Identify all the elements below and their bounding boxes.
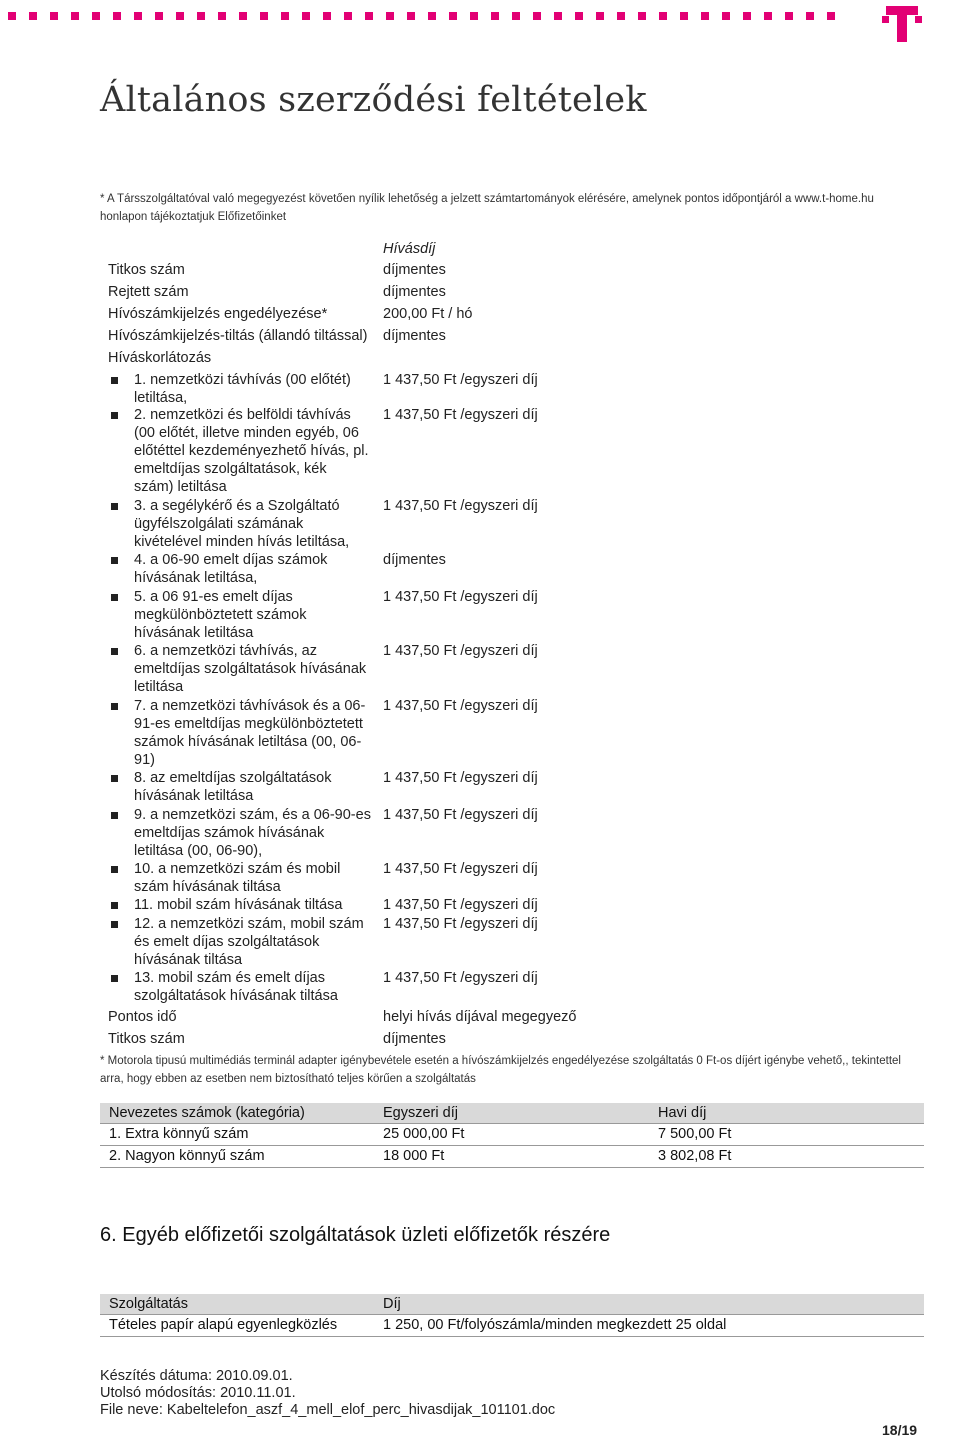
header-dot: [8, 12, 16, 20]
header-dot: [806, 12, 814, 20]
footnote-2-line-2: arra, hogy ebben az esetben nem biztosítható teljes körűen a szolgáltatás: [100, 1073, 476, 1085]
header-dot: [575, 12, 583, 20]
table1-row-value: díjmentes: [383, 1031, 446, 1047]
restriction-item-text: szám hívásának tiltása: [134, 879, 281, 895]
restriction-item-text: 10. a nemzetközi szám és mobil: [134, 861, 341, 877]
table2-cell: 25 000,00 Ft: [383, 1126, 465, 1142]
restriction-item-text: 2. nemzetközi és belföldi távhívás: [134, 407, 351, 423]
table1-header-hivasdij: Hívásdíj: [383, 241, 436, 257]
restriction-item-fee: 1 437,50 Ft /egyszeri díj: [383, 807, 538, 823]
header-dot: [428, 12, 436, 20]
restriction-item-fee: 1 437,50 Ft /egyszeri díj: [383, 770, 538, 786]
table3-header-row: [100, 1294, 924, 1314]
header-dot: [785, 12, 793, 20]
header-dot: [260, 12, 268, 20]
header-dot: [554, 12, 562, 20]
restriction-item-text: megkülönböztetett számok: [134, 607, 307, 623]
bullet-icon: [111, 503, 118, 510]
bullet-icon: [111, 866, 118, 873]
header-dot: [29, 12, 37, 20]
table1-row-value: díjmentes: [383, 284, 446, 300]
restriction-item-fee: 1 437,50 Ft /egyszeri díj: [383, 861, 538, 877]
footnote-2: [100, 1052, 920, 1088]
header-dot: [323, 12, 331, 20]
restriction-item-text: emeltdíjas szolgáltatások, kék: [134, 461, 327, 477]
table2-cell: 3 802,08 Ft: [658, 1148, 732, 1164]
header-dot: [680, 12, 688, 20]
header-dot: [743, 12, 751, 20]
restriction-item-text: ügyfélszolgálati számának: [134, 516, 304, 532]
header-dot: [470, 12, 478, 20]
restriction-item-fee: 1 437,50 Ft /egyszeri díj: [383, 897, 538, 913]
restriction-item-fee: 1 437,50 Ft /egyszeri díj: [383, 589, 538, 605]
table2-divider: [100, 1167, 924, 1168]
table1-row-value: díjmentes: [383, 262, 446, 278]
table3-header-fee: Díj: [383, 1296, 401, 1312]
header-dot: [239, 12, 247, 20]
header-dot: [638, 12, 646, 20]
restriction-item-text: 1. nemzetközi távhívás (00 előtét): [134, 372, 351, 388]
header-dot: [596, 12, 604, 20]
table2-cell: 18 000 Ft: [383, 1148, 445, 1164]
table1-row-label: Titkos szám: [108, 1031, 185, 1047]
bullet-icon: [111, 812, 118, 819]
restriction-item-text: (00 előtét, illetve minden egyéb, 06: [134, 425, 359, 441]
table3-cell: Tételes papír alapú egyenlegközlés: [109, 1317, 338, 1333]
table2-cell: 2. Nagyon könnyű szám: [109, 1148, 265, 1164]
header-dot: [71, 12, 79, 20]
header-dot: [722, 12, 730, 20]
restriction-item-fee: díjmentes: [383, 552, 446, 568]
header-dot: [617, 12, 625, 20]
restriction-item-fee: 1 437,50 Ft /egyszeri díj: [383, 643, 538, 659]
table1-row-label: Rejtett szám: [108, 284, 189, 300]
restriction-item-text: 7. a nemzetközi távhívások és a 06-: [134, 698, 366, 714]
header-dot: [197, 12, 205, 20]
restriction-item-text: szolgáltatások hívásának tiltása: [134, 988, 338, 1004]
section-6-title: 6. Egyéb előfizetői szolgáltatások üzleti előfizetők részére: [100, 1224, 611, 1246]
table3-header-service: Szolgáltatás: [109, 1296, 188, 1312]
header-dot: [512, 12, 520, 20]
header-dot: [407, 12, 415, 20]
table1-row-value: díjmentes: [383, 328, 446, 344]
bullet-icon: [111, 775, 118, 782]
restriction-item-text: 9. a nemzetközi szám, és a 06-90-es: [134, 807, 371, 823]
restriction-item-text: és emelt díjas szolgáltatások: [134, 934, 320, 950]
footnote-1-line-1: * A Társszolgáltatóval való megegyezést követően nyílik lehetőség a jelzett számtartományok elérésére, amelynek pontos időpontjáról a www.t-home.hu: [100, 193, 874, 205]
restriction-item-fee: 1 437,50 Ft /egyszeri díj: [383, 372, 538, 388]
header-dot: [659, 12, 667, 20]
restriction-item-text: 3. a segélykérő és a Szolgáltató: [134, 498, 340, 514]
header-dot: [491, 12, 499, 20]
bullet-icon: [111, 703, 118, 710]
restriction-item-text: szám) letiltása: [134, 479, 227, 495]
restriction-item-text: letiltása,: [134, 390, 188, 406]
bullet-icon: [111, 412, 118, 419]
restriction-item-text: hívásának letiltása: [134, 625, 254, 641]
table3-divider: [100, 1336, 924, 1337]
footer-filename: File neve: Kabeltelefon_aszf_4_mell_elof_perc_hivasdijak_101101.doc: [100, 1402, 556, 1418]
table2-header-one-time-fee: Egyszeri díj: [383, 1105, 458, 1121]
restriction-item-text: előtéttel kezdeményezhető hívás, pl.: [134, 443, 369, 459]
table1-row-value: 200,00 Ft / hó: [383, 306, 473, 322]
footnote-1-line-2: honlapon tájékoztatjuk Előfizetőinket: [100, 211, 287, 223]
header-dot: [92, 12, 100, 20]
restriction-item-text: számok hívásának letiltása (00, 06-: [134, 734, 362, 750]
restriction-item-text: 4. a 06-90 emelt díjas számok: [134, 552, 328, 568]
restriction-item-text: 13. mobil szám és emelt díjas: [134, 970, 325, 986]
header-dot: [764, 12, 772, 20]
table1-row-label: Pontos idő: [108, 1009, 177, 1025]
restriction-item-text: hívásának tiltása: [134, 952, 243, 968]
restriction-item-fee: 1 437,50 Ft /egyszeri díj: [383, 407, 538, 423]
footnote-1: [100, 190, 900, 226]
header-dot: [449, 12, 457, 20]
bullet-icon: [111, 557, 118, 564]
bullet-icon: [111, 594, 118, 601]
header-dot: [827, 12, 835, 20]
table2-cell: 7 500,00 Ft: [658, 1126, 732, 1142]
restriction-item-text: kivételével minden hívás letiltása,: [134, 534, 350, 550]
footnote-2-line-1: * Motorola tipusú multimédiás terminál adapter igénybevétele esetén a hívószámkijelzés engedélyezése szolgáltatás 0 Ft-os díjért igénybe vehető,, tekintettel: [100, 1055, 901, 1067]
bullet-icon: [111, 921, 118, 928]
restriction-item-text: 6. a nemzetközi távhívás, az: [134, 643, 317, 659]
header-dot: [113, 12, 121, 20]
table2-header-monthly-fee: Havi díj: [658, 1105, 707, 1121]
restriction-item-fee: 1 437,50 Ft /egyszeri díj: [383, 970, 538, 986]
header-dot: [533, 12, 541, 20]
header-dot: [344, 12, 352, 20]
restriction-item-text: 12. a nemzetközi szám, mobil szám: [134, 916, 364, 932]
table2-header-category: Nevezetes számok (kategória): [109, 1105, 305, 1121]
bullet-icon: [111, 975, 118, 982]
page-number: 18/19: [882, 1422, 918, 1438]
header-dot: [218, 12, 226, 20]
restriction-item-fee: 1 437,50 Ft /egyszeri díj: [383, 698, 538, 714]
restriction-item-text: 11. mobil szám hívásának tiltása: [134, 897, 343, 913]
header-dot-strip: [8, 12, 848, 26]
restriction-item-text: emeltdíjas számok hívásának: [134, 825, 325, 841]
bullet-icon: [111, 902, 118, 909]
table1-row-label: Titkos szám: [108, 262, 185, 278]
restriction-item-text: letiltása: [134, 679, 184, 695]
telekom-t-logo: [886, 2, 926, 44]
table1-row-label: Híváskorlátozás: [108, 350, 212, 366]
table2-cell: 1. Extra könnyű szám: [109, 1126, 249, 1142]
table1-row-value: helyi hívás díjával megegyező: [383, 1009, 577, 1025]
restriction-item-text: letiltása (00, 06-90),: [134, 843, 263, 859]
footer-created-date: Készítés dátuma: 2010.09.01.: [100, 1368, 293, 1384]
bullet-icon: [111, 648, 118, 655]
header-dot: [365, 12, 373, 20]
restriction-item-text: emeltdíjas szolgáltatások hívásának: [134, 661, 367, 677]
table1-row-label: Hívószámkijelzés engedélyezése*: [108, 306, 328, 322]
header-dot: [302, 12, 310, 20]
restriction-item-text: hívásának letiltása: [134, 788, 254, 804]
table3-cell: 1 250, 00 Ft/folyószámla/minden megkezdett 25 oldal: [383, 1317, 727, 1333]
bullet-icon: [111, 377, 118, 384]
header-dot: [281, 12, 289, 20]
restriction-item-text: 91): [134, 752, 155, 768]
restriction-item-fee: 1 437,50 Ft /egyszeri díj: [383, 916, 538, 932]
restriction-item-text: 8. az emeltdíjas szolgáltatások: [134, 770, 332, 786]
footer-modified-date: Utolsó módosítás: 2010.11.01.: [100, 1385, 296, 1401]
header-dot: [386, 12, 394, 20]
restriction-item-text: 5. a 06 91-es emelt díjas: [134, 589, 293, 605]
restriction-item-fee: 1 437,50 Ft /egyszeri díj: [383, 498, 538, 514]
page-title: Általános szerződési feltételek: [100, 80, 647, 120]
restriction-item-text: hívásának letiltása,: [134, 570, 258, 586]
restriction-item-text: 91-es emeltdíjas megkülönböztetett: [134, 716, 363, 732]
header-dot: [50, 12, 58, 20]
header-dot: [176, 12, 184, 20]
header-dot: [134, 12, 142, 20]
header-dot: [701, 12, 709, 20]
table1-row-label: Hívószámkijelzés-tiltás (állandó tiltással): [108, 328, 368, 344]
header-dot: [155, 12, 163, 20]
